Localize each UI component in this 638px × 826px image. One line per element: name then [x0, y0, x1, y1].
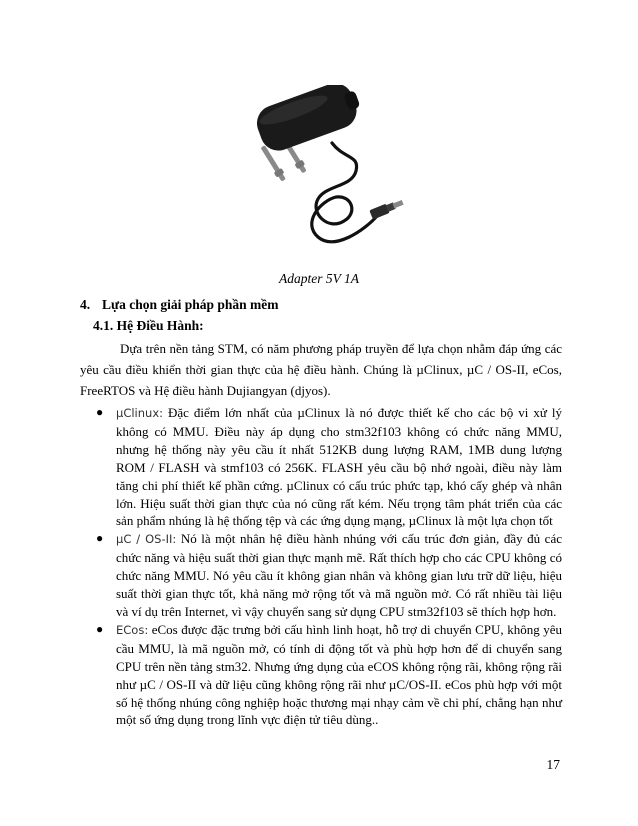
adapter-body: [252, 85, 365, 156]
bullet-term: µC / OS-II:: [116, 532, 177, 547]
bullet-uclinux: [94, 404, 562, 530]
intro-paragraph: Dựa trên nền tảng STM, có năm phương pháp truyền để lựa chọn nhằm đáp ứng các yêu cầu điều khiển thời gian thực của hệ điều hành. Chúng là µClinux, µC / OS-II, eCos, FreeRTOS và Hệ điều hành Dujiangyan (djyos).: [80, 341, 562, 398]
section-heading: [80, 297, 279, 313]
bullet-text: Đặc điểm lớn nhất của µClinux là nó được thiết kế cho các bộ vi xử lý không có MMU. Điều này áp dụng cho stm32f103 không có chức năng MMU, nhưng hệ thống này yêu cầu ít nhất 512KB dung lượng RAM, 1MB dung lượng ROM / FLASH và stmf103 có 256K. FLASH yêu cầu bộ nhớ ngoài, điều này làm tăng chi phí thiết kế phần cứng. µClinux có cấu trúc phức tạp, khó cấy ghép và nhân lớn. Hiệu suất thời gian thực của nó cũng rất kém. Nếu trọng tâm phát triển của các sản phẩm nhúng là hệ thống tệp và các ứng dụng mạng, µClinux là một lựa chọn tốt: [116, 405, 562, 529]
dc-plug: [369, 198, 404, 220]
bullet-term: ECos:: [116, 622, 149, 637]
os-bullet-list: [94, 404, 562, 729]
figure-caption: Adapter 5V 1A: [279, 271, 359, 286]
bullet-text: Nó là một nhân hệ điều hành nhúng với cấu trúc đơn giản, đầy đủ các chức năng và hiệu suất thời gian thực mạnh mẽ. Rất thích hợp cho các CPU không có chức năng MMU. Nó yêu cầu ít không gian nhân và không gian lưu trữ dữ liệu, hiệu suất thời gian thực tốt, khả năng mở rộng tốt và mã nguồn mở. Có rất nhiều tài liệu và ví dụ trên Internet, vì vậy chuyển sang sử dụng CPU stm32f103 sẽ thích hợp hơn.: [116, 531, 562, 619]
power-adapter-icon: [240, 85, 410, 265]
page-number: 17: [546, 757, 560, 772]
adapter-photo: [240, 85, 410, 265]
section-title: Lựa chọn giải pháp phần mềm: [102, 297, 279, 312]
bullet-dot-icon: ●: [96, 621, 104, 636]
bullet-text: eCos được đặc trưng bởi cấu hình linh hoạt, hỗ trợ di chuyển CPU, không yêu cầu MMU, là mã nguồn mở, có tính di động tốt và phù hợp hơn để di chuyển sang CPU trên nền tảng stm32. Nhưng ứng dụng của eCOS không rộng rãi, không rộng rãi như µC / OS-II và dữ liệu cũng không rộng rãi như µC/OS-II. eCos phù hợp với một số hệ thống nhúng công nghiệp hoặc thương mại nhạy cảm về chi phí, chẳng hạn như một số ứng dụng trong lĩnh vực điện tử tiêu dùng..: [116, 621, 562, 728]
section-number: 4.: [80, 297, 91, 312]
bullet-term: µClinux:: [116, 406, 163, 420]
subsection-heading: 4.1. Hệ Điều Hành:: [93, 318, 204, 333]
bullet-ecos: [94, 621, 562, 729]
bullet-dot-icon: ●: [96, 405, 104, 419]
bullet-ucos: [94, 530, 562, 621]
adapter-cable: [312, 143, 378, 242]
bullet-dot-icon: ●: [96, 531, 104, 546]
